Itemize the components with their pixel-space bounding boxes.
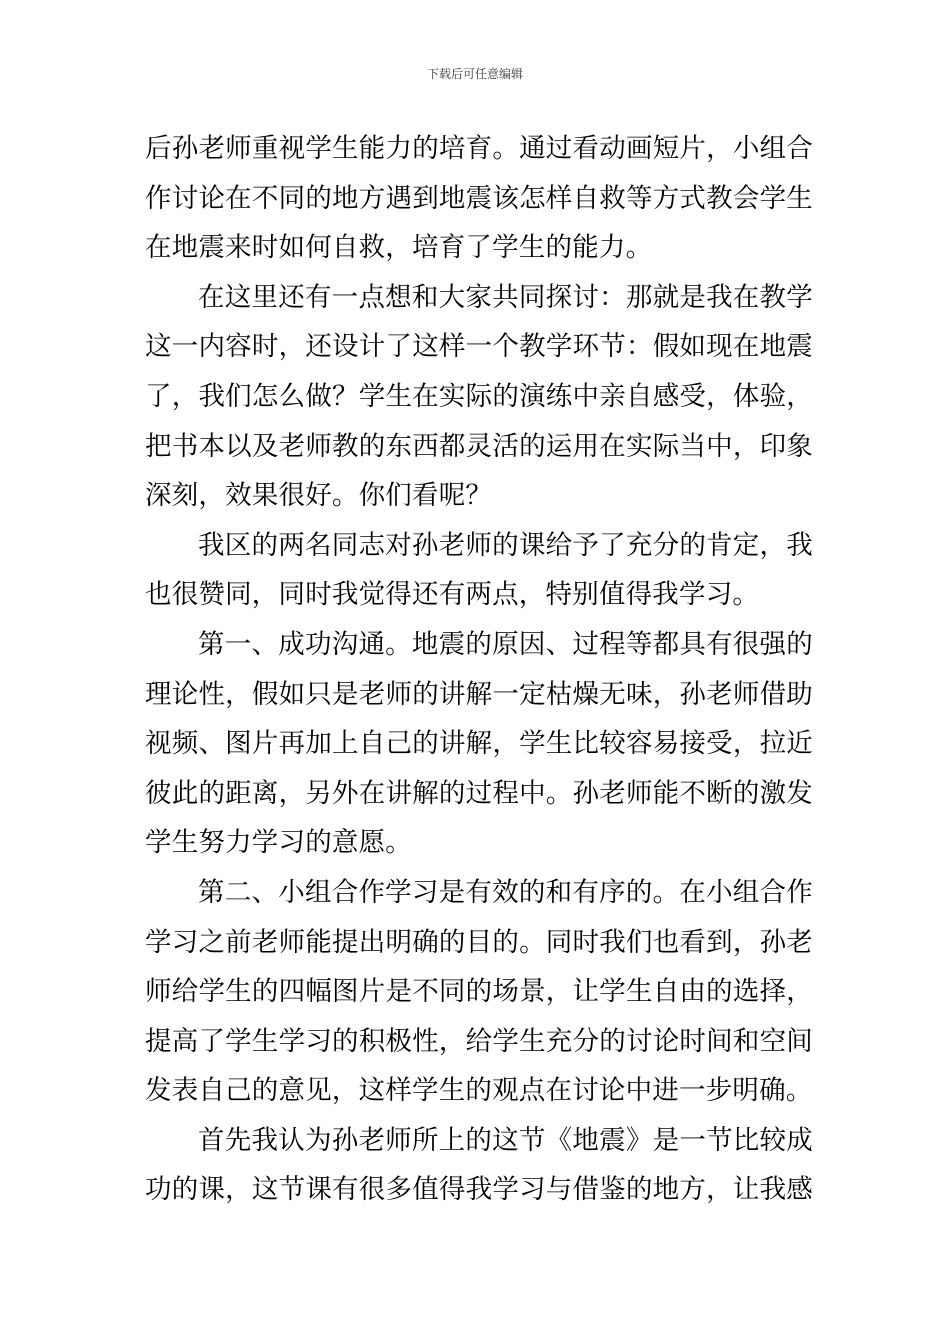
text-line: 首先我认为孙老师所上的这节《地震》是一节比较成: [198, 1124, 813, 1156]
text-line: 师给学生的四幅图片是不同的场景，让学生自由的选择，: [145, 976, 813, 1008]
page-header: 下载后可任意编辑: [426, 67, 523, 81]
text-line: 第二、小组合作学习是有效的和有序的。在小组合作: [198, 876, 813, 908]
text-line: 发表自己的意见，这样学生的观点在讨论中进一步明确。: [145, 1075, 813, 1107]
paragraph: [145, 273, 813, 521]
text-line: 在地震来时如何自救，培育了学生的能力。: [145, 232, 653, 264]
text-line: 也很赞同，同时我觉得还有两点，特别值得我学习。: [145, 579, 760, 611]
text-line: 彼此的距离，另外在讲解的过程中。孙老师能不断的激发: [145, 777, 813, 809]
text-line: 提高了学生学习的积极性，给学生充分的讨论时间和空间: [145, 1025, 813, 1057]
paragraph: [145, 124, 813, 273]
text-line: 学习之前老师能提出明确的目的。同时我们也看到，孙老: [145, 926, 813, 958]
text-line: 把书本以及老师教的东西都灵活的运用在实际当中，印象: [145, 430, 813, 462]
text-line: 功的课，这节课有很多值得我学习与借鉴的地方，让我感: [145, 1174, 813, 1206]
text-line: 在这里还有一点想和大家共同探讨：那就是我在教学: [198, 281, 813, 313]
text-line: 这一内容时，还设计了这样一个教学环节：假如现在地震: [145, 331, 813, 363]
document-body: [145, 124, 813, 1215]
paragraph: [145, 521, 813, 620]
text-line: 深刻，效果很好。你们看呢？: [145, 480, 493, 512]
text-line: 了，我们怎么做？学生在实际的演练中亲自感受，体验，: [145, 380, 813, 412]
text-line: 后孙老师重视学生能力的培育。通过看动画短片，小组合: [145, 133, 813, 164]
text-line: 视频、图片再加上自己的讲解，学生比较容易接受，拉近: [145, 728, 813, 760]
paragraph: [145, 620, 813, 868]
text-line: 作讨论在不同的地方遇到地震该怎样自救等方式教会学生: [145, 182, 813, 214]
paragraph: [145, 868, 813, 1116]
text-line: 理论性，假如只是老师的讲解一定枯燥无味，孙老师借助: [145, 678, 813, 710]
text-line: 第一、成功沟通。地震的原因、过程等都具有很强的: [198, 628, 813, 660]
text-line: 我区的两名同志对孙老师的课给予了充分的肯定，我: [198, 529, 813, 561]
text-line: 学生努力学习的意愿。: [145, 827, 412, 859]
paragraph: [145, 1116, 813, 1215]
